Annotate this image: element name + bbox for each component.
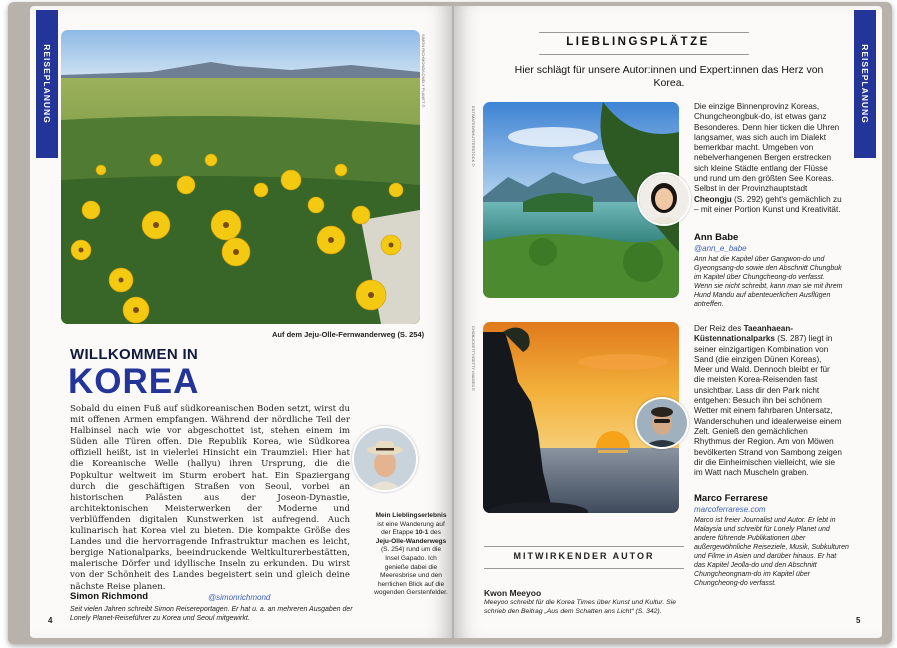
sidenote-text: (S. 254) rund um die Insel Gapado. Ich genieße dabei die Meeresbrise und den herrlichen Blick auf die wogenden Gerstenfelder. [374,546,448,597]
section-subtitle: Hier schlägt für unsere Autor:innen und Expert:innen das Herz von Korea. [514,64,824,89]
page-number: 4 [48,616,53,625]
author-bio: Seit vielen Jahren schreibt Simon Reisereportagen. Er hat u. a. an mehreren Ausgaben der Lonely Planet-Reiseführer zu Korea und Seoul mitgewirkt. [70,606,353,622]
photo-credit: ESTIMATED/SHUTTERSTOCK © [471,106,476,167]
flower-field-photo [61,30,420,324]
contributor-heading: MITWIRKENDER AUTOR [513,551,655,561]
author-avatar [352,426,418,492]
author-avatar [637,172,691,226]
text-part: Die einzige Binnenprovinz Koreas, Chungcheongbuk-do, ist etwas ganz Besonderes. Denn hier ticken die Uhren langsamer, was sich auch im Dialekt bemerkbar macht. Umgeben von nebelverhangenen Bergen erstrecken sich kleine Städte entlang der Flüsse und rund um den größten See Koreas. Selbst in der Provinzhauptstadt [694,102,840,194]
author-portrait [639,174,689,224]
author-bio: Marco ist freier Journalist und Autor. Er lebt in Malaysia und schreibt für Lonely Planet und andere führende Publikationen über außergewöhnliche Reiseziele, Musik, Subkulturen und Filme in Asien und darüber hinaus. Er hat das Kapitel Jeolla-do und den Abschnitt Chungcheongnam-do im Kapitel über Chungcheong-do verfasst. [694,517,849,587]
flower-field-illustration [61,30,420,324]
author-name: Ann Babe [694,232,739,243]
text-highlight: Cheongju [694,194,732,204]
author-name: Marco Ferrarese [694,493,768,504]
text-highlight: Taeanhaean-Küstennationalparks [694,324,794,344]
text-part: (S. 287) liegt in seiner einzigartigen Kombination von Sand (die einzigen Dünen Koreas), Meer und Wald. Dennoch bleibt er für die meisten Korea-Reisenden fast unsichtbar. Lass dir den Park nicht entgehen: Besuch ihn bei schönem Wetter mit einem fahrbaren Untersatz, Wanderschuhen und idealerweise einem Zelt. Genieß den gemächlichen Rhythmus der Region. Am von Möwen bevölkerten Strand von Sambong zeigen dir die Einheimischen vielleicht, wie sie im Watt nach Muscheln graben. [694,334,842,478]
section-tab [36,10,58,158]
author-handle[interactable]: @ann_e_babe [694,244,747,253]
sidenote-stage: 10-1 [415,529,429,537]
author-handle[interactable]: @simonrichmond [208,593,271,602]
favorite-text-2 [694,324,842,478]
favorite-text-1 [694,102,842,215]
author-portrait [354,428,416,490]
section-title: LIEBLINGSPLÄTZE [566,36,710,48]
title-rule-bottom [539,54,749,55]
right-page [454,6,882,638]
contrib-rule-bottom [484,568,684,569]
intro-text: Sobald du einen Fuß auf südkoreanischen Boden setzt, wirst du mit offenen Armen empfangen. Während der nördliche Teil der Halbinsel nach wie vor abgeschottet ist, stehen einem im Süden alle Türen offen. Die Republik Korea, wie Südkorea offiziell heißt, ist in vielerlei Hinsicht ein Traumziel: Hier hat die Koreanische Welle (hallyu) ihren Ursprung, die die Popkultur weltweit im Sturm erobert hat. Ein Spaziergang durch die geschäftigen Straßen von Seoul, vorbei an historischen Palästen aus der Joseon-Dynastie, architektonischen Meisterwerken der Moderne und verblüffenden digitalen Kunstwerken ist aufregend. Auch kulinarisch hat Korea viel zu bieten. Die kompakte Größe des Landes und die hervorragende Infrastruktur machen es leicht, bergige Nationalparks, beeindruckende Weltkulturerbestätten, malerische Dörfer und idyllische Inseln zu erkunden. Du wirst von der Schönheit des Landes begeistert sein und gleich deine nächste Reise planen. [70,404,350,592]
welcome-heading: WILLKOMMEN IN [70,346,199,363]
photo-caption: Auf dem Jeju-Olle-Fernwanderweg (S. 254) [272,330,425,339]
book-spread [8,2,892,644]
title-rule-top [539,32,749,33]
photo-credit: SIMON RICHMOND/LONELY PLANET © [421,34,426,108]
section-tab-label: REISEPLANUNG [42,44,52,124]
sidenote-text: des [428,529,441,537]
sidenote-lead: Mein Lieblingserlebnis [375,512,447,519]
sidenote-text: ist eine Wanderung auf der Etappe [377,520,445,537]
author-avatar [635,397,689,449]
favorite-experience-note [374,512,448,598]
contrib-rule-top [484,546,684,547]
photo-credit: CHSBUCKETTY/GETTY IMAGES © [471,326,476,391]
page-number: 5 [856,616,861,625]
left-page [30,6,452,638]
author-handle[interactable]: marcoferrarese.com [694,505,766,514]
author-portrait [637,399,687,447]
contributor-bio: Meeyoo schreibt für die Korea Times über Kunst und Kultur. Sie schrieb den Beitrag „Aus dem Schatten ans Licht“ (S. 342). [484,599,676,615]
section-tab-label: REISEPLANUNG [860,44,870,124]
contributor-name: Kwon Meeyoo [484,588,542,598]
text-part: Der Reiz des [694,324,744,333]
country-heading: KOREA [68,362,200,401]
author-name: Simon Richmond [70,591,149,602]
text-part: (S. 292) geht's gemächlich zu – mit einer Portion Kunst und Kreativität. [694,194,842,214]
author-bio: Ann hat die Kapitel über Gangwon-do und Gyeongsang-do sowie den Abschnitt Chungbuk im Kapitel über Chungcheong-do verfasst. Wenn sie nicht schreibt, kann man sie mit ihrem Hund Mandu auf abenteuerlichen Ausflügen antreffen. [694,256,843,308]
sidenote-trail: Jeju-Olle-Wanderwegs [375,537,447,545]
section-tab [854,10,876,158]
